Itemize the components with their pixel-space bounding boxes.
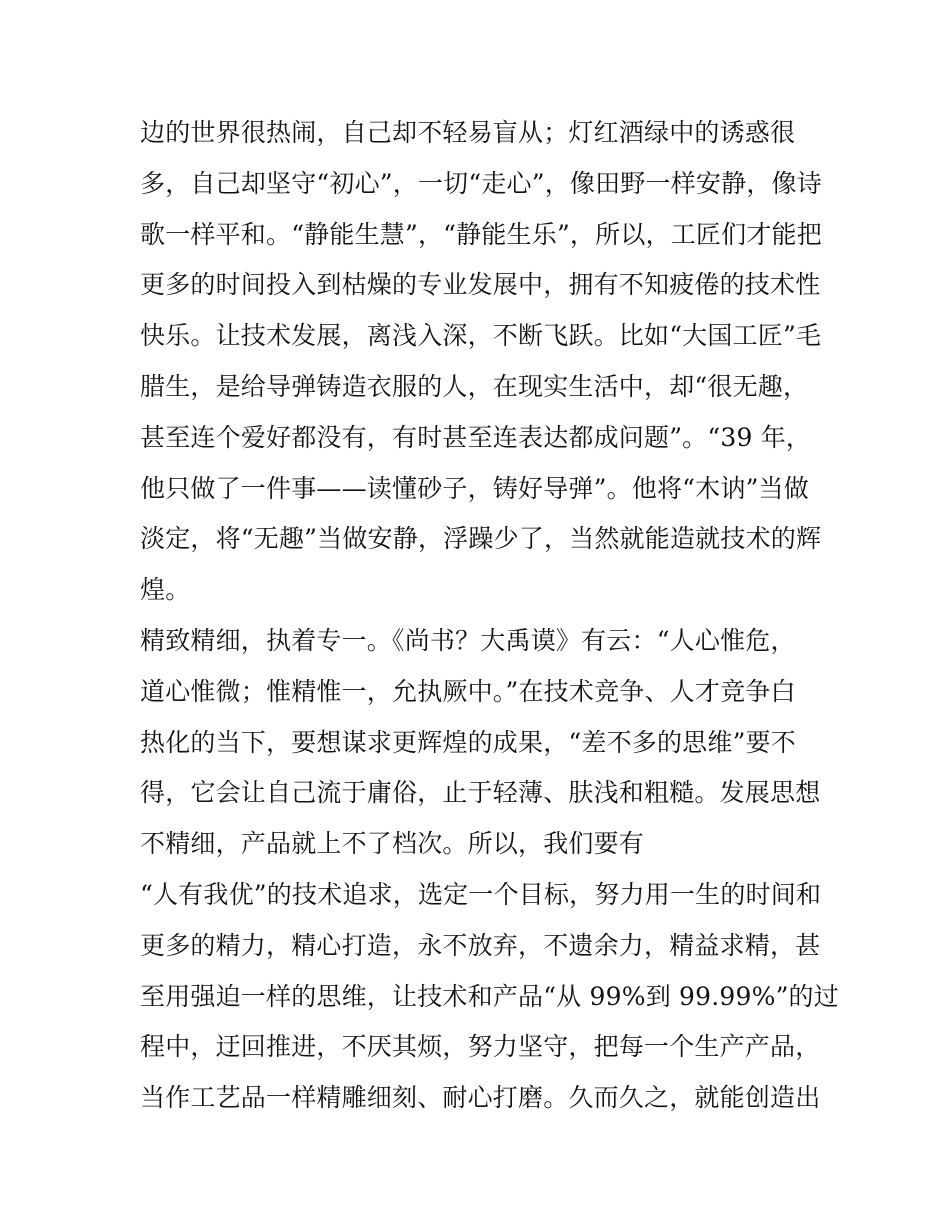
text-line: 多，自己却坚守“初心”，一切“走心”，像田野一样安静，像诗	[140, 168, 822, 198]
text-line: 程中，迂回推进，不厌其烦，努力坚守，把每一个生产产品，	[140, 1032, 821, 1062]
text-line: 更多的时间投入到枯燥的专业发展中，拥有不知疲倦的技术性	[140, 270, 821, 300]
document-body	[140, 108, 839, 1124]
text-line: 当作工艺品一样精雕细刻、耐心打磨。久而久之，就能创造出	[140, 1083, 821, 1113]
text-line: 更多的精力，精心打造，永不放弃，不遗余力，精益求精，甚	[140, 930, 821, 960]
text-line: 快乐。让技术发展，离浅入深，不断飞跃。比如“大国工匠”毛	[140, 321, 822, 351]
text-line: 得，它会让自己流于庸俗，止于轻薄、肤浅和粗糙。发展思想	[140, 778, 821, 808]
text-line: 至用强迫一样的思维，让技术和产品“从 99%到 99.99%”的过	[140, 981, 839, 1011]
text-line: 边的世界很热闹，自己却不轻易盲从；灯红酒绿中的诱惑很	[140, 118, 796, 147]
text-line: 腊生，是给导弹铸造衣服的人，在现实生活中，却“很无趣，	[140, 371, 809, 401]
text-line: 歌一样平和。“静能生慧”，“静能生乐”，所以，工匠们才能把	[140, 219, 822, 249]
text-line: “人有我优”的技术追求，选定一个目标，努力用一生的时间和	[140, 879, 822, 909]
text-line: 淡定，将“无趣”当做安静，浮躁少了，当然就能造就技术的辉	[140, 524, 822, 554]
paragraph-start-line: 精致精细，执着专一。《尚书？大禹谟》有云：“人心惟危，	[140, 625, 796, 655]
text-line: 甚至连个爱好都没有，有时甚至连表达都成问题”。“39 年，	[140, 422, 812, 452]
text-line: 不精细，产品就上不了档次。所以，我们要有	[140, 829, 645, 859]
text-line: 热化的当下，要想谋求更辉煌的成果，“差不多的思维”要不	[140, 727, 796, 757]
text-line: 煌。	[140, 575, 191, 605]
text-line: 道心惟微；惟精惟一，允执厥中。”在技术竞争、人才竞争白	[140, 676, 796, 706]
text-line: 他只做了一件事——读懂砂子，铸好导弹”。他将“木讷”当做	[140, 473, 809, 503]
